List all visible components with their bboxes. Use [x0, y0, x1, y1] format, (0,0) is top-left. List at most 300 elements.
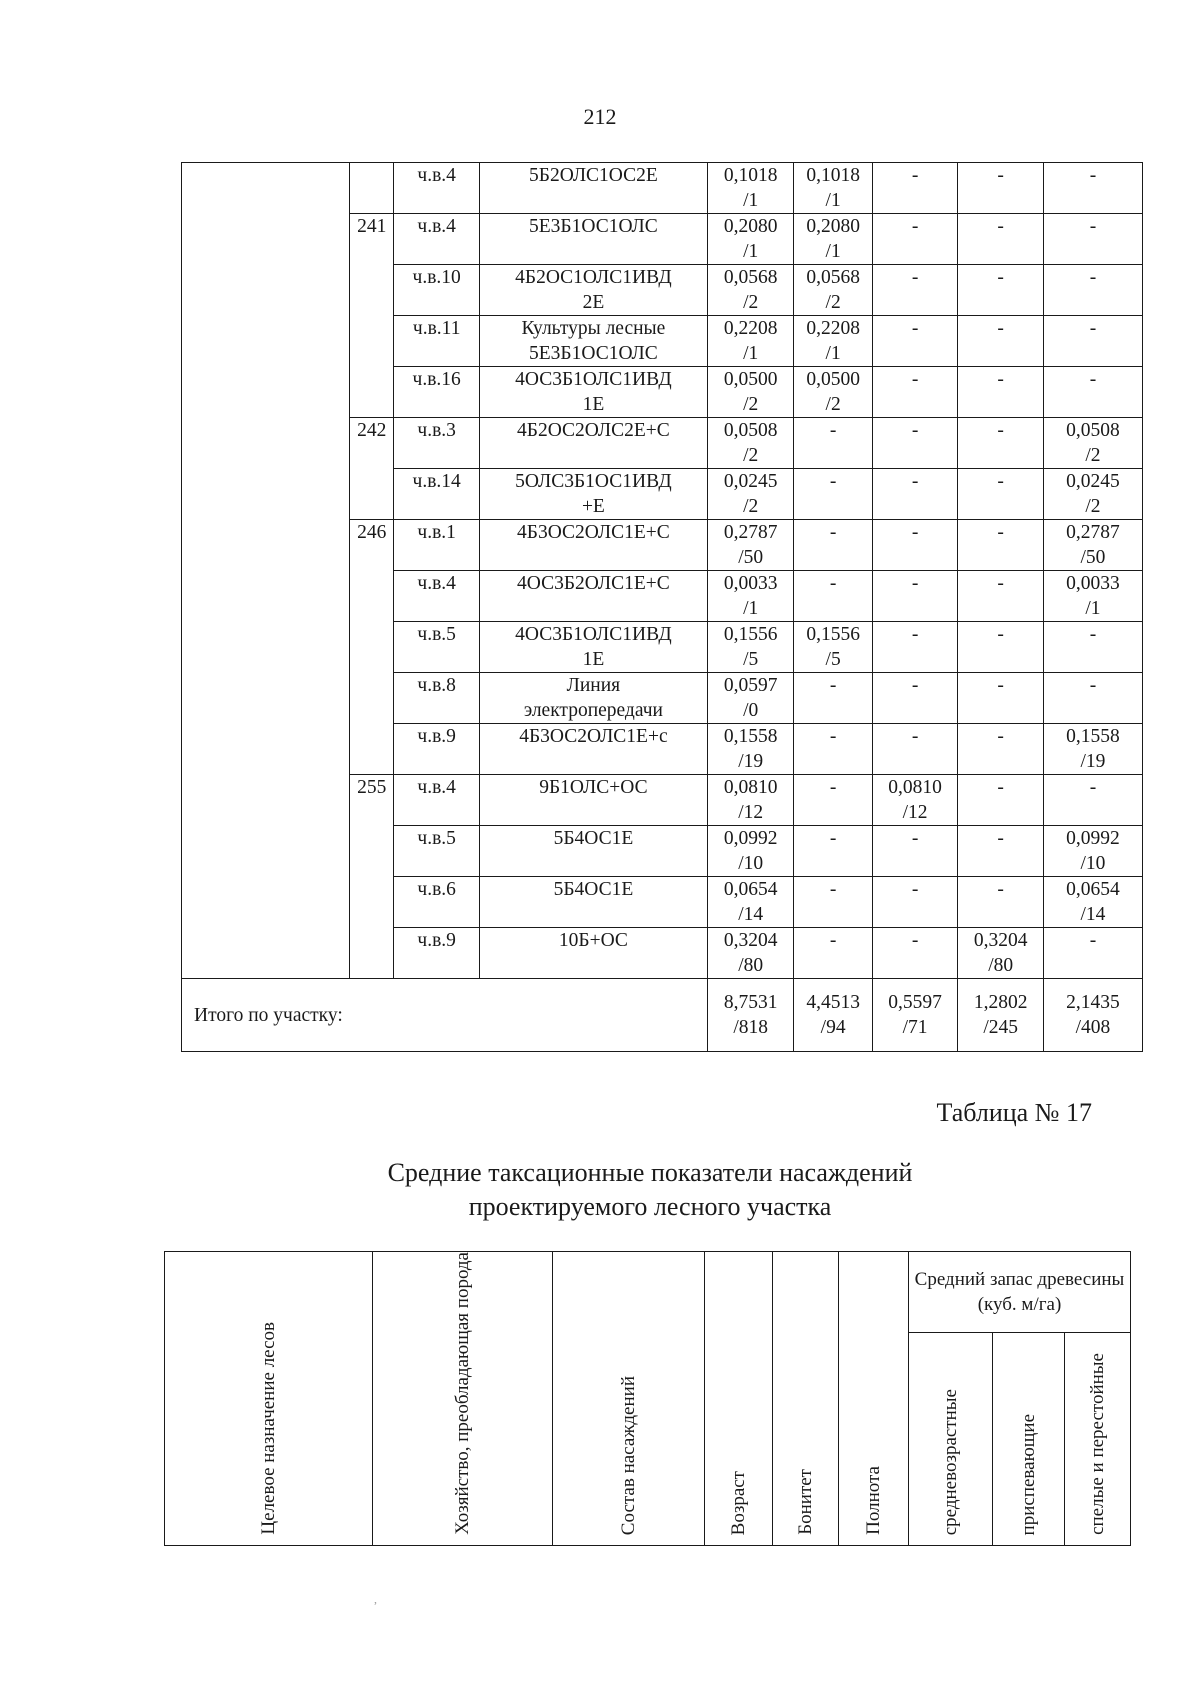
vydel-cell: ч.в.5 — [394, 622, 480, 673]
kvartal-cell: 255 — [350, 775, 394, 979]
area-cell-c2 — [794, 877, 872, 928]
area-cell-c2 — [794, 826, 872, 877]
area-cell-c1 — [707, 469, 794, 520]
area-cell-c4 — [958, 775, 1044, 826]
area-cell-c5 — [1043, 826, 1142, 877]
cell-line-1: - — [997, 267, 1004, 288]
composition-cell — [479, 622, 707, 673]
area-cell-c1 — [707, 163, 794, 214]
heading-line-2: проектируемого лесного участка — [468, 1192, 832, 1221]
area-cell-c3 — [872, 571, 958, 622]
cell-line-2 — [873, 647, 958, 672]
cell-line-1: - — [1089, 675, 1097, 696]
cell-line-1: - — [911, 573, 919, 594]
composition-cell — [479, 163, 707, 214]
cell-line-2: /50 — [1080, 547, 1106, 568]
cell-line-2 — [480, 851, 707, 876]
cell-line-2: 1Е — [582, 649, 605, 670]
composition-cell — [479, 265, 707, 316]
cell-line-2 — [794, 953, 871, 978]
cell-line-1: 0,1018 — [806, 165, 860, 186]
cell-line-1: 4ОС3Б1ОЛС1ИВД — [515, 369, 672, 390]
cell-line-1: 0,1558 — [1066, 726, 1120, 747]
total-label: Итого по участку: — [182, 979, 708, 1052]
cell-line-1: 9Б1ОЛС+ОС — [539, 777, 648, 798]
cell-line-2 — [794, 443, 871, 468]
cell-line-2: /1 — [825, 190, 841, 211]
area-cell-c3 — [872, 367, 958, 418]
vydel-cell: ч.в.4 — [394, 163, 480, 214]
area-cell-c5 — [1043, 214, 1142, 265]
cell-line-1: - — [997, 369, 1004, 390]
cell-line-2 — [958, 392, 1043, 417]
cell-line-1: 0,2208 — [723, 318, 778, 339]
cell-line-1: 0,0810 — [888, 777, 942, 798]
area-cell-c4 — [958, 826, 1044, 877]
cell-line-2 — [958, 545, 1043, 570]
cell-line-1: 0,2080 — [723, 216, 778, 237]
area-cell-c4 — [958, 163, 1044, 214]
area-cell-c4 — [958, 469, 1044, 520]
area-cell-c3 — [872, 673, 958, 724]
area-cell-c5 — [1043, 418, 1142, 469]
cell-line-1: 4,4513 — [806, 992, 860, 1013]
cell-line-1: - — [997, 879, 1004, 900]
vydel-cell: ч.в.14 — [394, 469, 480, 520]
area-cell-c2 — [794, 571, 872, 622]
vydel-cell: ч.в.8 — [394, 673, 480, 724]
cell-line-1: 0,0810 — [723, 777, 778, 798]
area-cell-c1 — [707, 877, 794, 928]
cell-line-2 — [958, 494, 1043, 519]
cell-line-1: 0,3204 — [973, 930, 1028, 951]
kvartal-cell — [350, 163, 394, 214]
cell-line-1: 0,0654 — [723, 879, 778, 900]
cell-line-2: /2 — [825, 394, 841, 415]
cell-line-2: /1 — [825, 343, 841, 364]
cell-line-2 — [480, 188, 707, 213]
cell-line-2 — [480, 239, 707, 264]
area-cell-c2 — [794, 418, 872, 469]
kvartal-cell: 246 — [350, 520, 394, 775]
area-cell-c1 — [707, 214, 794, 265]
area-cell-c2 — [794, 622, 872, 673]
cell-line-1: - — [997, 726, 1004, 747]
vydel-cell: ч.в.4 — [394, 214, 480, 265]
cell-line-1: - — [997, 471, 1004, 492]
cell-line-1: - — [911, 726, 919, 747]
area-cell-c3 — [872, 265, 958, 316]
cell-line-1: - — [1089, 267, 1097, 288]
cell-line-2: /0 — [743, 700, 759, 721]
area-cell-c1 — [707, 724, 794, 775]
cell-line-2 — [480, 800, 707, 825]
area-cell-c5 — [1043, 877, 1142, 928]
area-cell-c3 — [872, 214, 958, 265]
area-cell-c4 — [958, 928, 1044, 979]
vydel-cell: ч.в.10 — [394, 265, 480, 316]
scan-mark: , — [374, 1592, 377, 1606]
cell-line-2 — [794, 596, 871, 621]
cell-line-2 — [958, 749, 1043, 774]
area-cell-c3 — [872, 418, 958, 469]
cell-line-1: 2,1435 — [1066, 992, 1120, 1013]
area-cell-c1 — [707, 316, 794, 367]
cell-line-1: Линия — [566, 675, 621, 696]
area-cell-c1 — [707, 775, 794, 826]
area-cell-c3 — [872, 163, 958, 214]
cell-line-2 — [958, 647, 1043, 672]
cell-line-2 — [958, 698, 1043, 723]
cell-line-2 — [873, 545, 958, 570]
cell-line-2: /1 — [825, 241, 841, 262]
area-cell-c1 — [707, 928, 794, 979]
cell-line-2 — [1044, 647, 1142, 672]
cell-line-1: - — [997, 828, 1004, 849]
composition-cell — [479, 520, 707, 571]
cell-line-2 — [794, 698, 871, 723]
area-cell-c1 — [707, 418, 794, 469]
kvartal-cell: 242 — [350, 418, 394, 520]
cell-line-2: /5 — [825, 649, 841, 670]
vydel-cell: ч.в.4 — [394, 571, 480, 622]
cell-line-1: - — [829, 726, 837, 747]
cell-line-2 — [873, 698, 958, 723]
cell-line-1: 4ОС3Б2ОЛС1Е+С — [517, 573, 670, 594]
cell-line-2 — [480, 902, 707, 927]
area-cell-c5 — [1043, 928, 1142, 979]
taxation-table — [164, 1251, 1131, 1546]
area-cell-c4 — [958, 265, 1044, 316]
cell-line-1: - — [1089, 930, 1097, 951]
cell-line-2: /1 — [743, 241, 759, 262]
total-cell-c3 — [872, 979, 958, 1052]
cell-line-1: 0,3204 — [723, 930, 778, 951]
area-cell-c2 — [794, 673, 872, 724]
composition-cell — [479, 826, 707, 877]
area-cell-c2 — [794, 928, 872, 979]
cell-line-1: - — [997, 624, 1004, 645]
cell-line-2 — [873, 239, 958, 264]
area-cell-c2 — [794, 775, 872, 826]
cell-line-1: - — [911, 216, 919, 237]
cell-line-2 — [958, 239, 1043, 264]
cell-line-2 — [794, 851, 871, 876]
cell-line-2: /1 — [743, 190, 759, 211]
composition-cell — [479, 928, 707, 979]
cell-line-2 — [958, 443, 1043, 468]
area-cell-c5 — [1043, 316, 1142, 367]
cell-line-2: /2 — [743, 445, 759, 466]
cell-line-1: - — [997, 216, 1004, 237]
vydel-cell: ч.в.4 — [394, 775, 480, 826]
cell-line-1: - — [911, 318, 919, 339]
composition-cell — [479, 724, 707, 775]
cell-line-2 — [873, 188, 958, 213]
cell-line-1: 0,1556 — [723, 624, 778, 645]
area-cell-c3 — [872, 724, 958, 775]
area-cell-c1 — [707, 622, 794, 673]
cell-line-2: /94 — [820, 1017, 846, 1038]
kvartal-cell: 241 — [350, 214, 394, 418]
cell-line-1: - — [997, 573, 1004, 594]
cell-line-2: 1Е — [582, 394, 605, 415]
heading-line-1: Средние таксационные показатели насаждений — [387, 1158, 913, 1187]
area-cell-c4 — [958, 367, 1044, 418]
cell-line-1: 0,0568 — [723, 267, 778, 288]
area-cell-c4 — [958, 571, 1044, 622]
cell-line-2: 2Е — [582, 292, 605, 313]
cell-line-1: 1,2802 — [973, 992, 1028, 1013]
cell-line-1: 0,0508 — [1066, 420, 1120, 441]
cell-line-1: 0,2208 — [806, 318, 860, 339]
cell-line-1: 0,1556 — [806, 624, 860, 645]
cell-line-1: - — [1089, 165, 1097, 186]
header-stock-group: Средний запас древесины (куб. м/га) — [909, 1252, 1131, 1333]
composition-cell — [479, 571, 707, 622]
cell-line-2: /19 — [1080, 751, 1106, 772]
cell-line-2: /2 — [1085, 445, 1101, 466]
area-cell-c5 — [1043, 622, 1142, 673]
cell-line-1: - — [911, 879, 919, 900]
cell-line-1: 0,0245 — [723, 471, 778, 492]
area-cell-c3 — [872, 826, 958, 877]
cell-line-2 — [873, 902, 958, 927]
area-cell-c3 — [872, 469, 958, 520]
cell-line-2 — [1044, 290, 1142, 315]
cell-line-2 — [873, 749, 958, 774]
cell-line-1: - — [997, 675, 1004, 696]
cell-line-2 — [794, 800, 871, 825]
cell-line-2 — [1044, 698, 1142, 723]
cell-line-2: /1 — [743, 343, 759, 364]
cell-line-2 — [794, 902, 871, 927]
area-cell-c4 — [958, 418, 1044, 469]
total-cell-c1 — [707, 979, 794, 1052]
cell-line-2 — [794, 494, 871, 519]
cell-line-2: /5 — [743, 649, 759, 670]
cell-line-1: 8,7531 — [723, 992, 778, 1013]
cell-line-2: /19 — [738, 751, 764, 772]
area-cell-c4 — [958, 673, 1044, 724]
cell-line-2 — [1044, 392, 1142, 417]
header-age: Возраст — [705, 1252, 773, 1546]
area-cell-c5 — [1043, 265, 1142, 316]
cell-line-1: 0,2787 — [1066, 522, 1120, 543]
cell-line-2 — [958, 290, 1043, 315]
page-number: 212 — [583, 104, 617, 129]
area-cell-c1 — [707, 520, 794, 571]
area-cell-c3 — [872, 316, 958, 367]
cell-line-1: 5Б4ОС1Е — [553, 879, 634, 900]
area-cell-c5 — [1043, 775, 1142, 826]
area-cell-c4 — [958, 724, 1044, 775]
felling-table — [181, 162, 1143, 1052]
vydel-cell: ч.в.11 — [394, 316, 480, 367]
header-mature: спелые и перестойные — [1065, 1333, 1131, 1546]
area-cell-c2 — [794, 214, 872, 265]
composition-cell — [479, 316, 707, 367]
cell-line-2 — [958, 188, 1043, 213]
cell-line-2: /408 — [1075, 1017, 1111, 1038]
cell-line-1: 0,0033 — [1066, 573, 1120, 594]
area-cell-c1 — [707, 367, 794, 418]
cell-line-2 — [873, 341, 958, 366]
cell-line-2 — [480, 749, 707, 774]
cell-line-1: 10Б+ОС — [558, 930, 628, 951]
cell-line-2: электропередачи — [523, 700, 663, 721]
cell-line-2: /80 — [988, 955, 1014, 976]
header-density: Полнота — [839, 1252, 909, 1546]
composition-cell — [479, 367, 707, 418]
area-cell-c3 — [872, 622, 958, 673]
cell-line-1: - — [1089, 216, 1097, 237]
cell-line-1: - — [829, 675, 837, 696]
cell-line-2: /1 — [743, 598, 759, 619]
cell-line-1: - — [1089, 318, 1097, 339]
area-cell-c1 — [707, 571, 794, 622]
cell-line-1: 0,0508 — [723, 420, 778, 441]
vydel-cell: ч.в.16 — [394, 367, 480, 418]
cell-line-1: 0,0245 — [1066, 471, 1120, 492]
vydel-cell: ч.в.3 — [394, 418, 480, 469]
table-heading — [180, 1156, 1120, 1224]
cell-line-1: - — [1089, 624, 1097, 645]
area-cell-c5 — [1043, 724, 1142, 775]
cell-line-2: /71 — [902, 1017, 928, 1038]
area-cell-c1 — [707, 673, 794, 724]
cell-line-1: 0,1018 — [723, 165, 778, 186]
cell-line-1: 0,0992 — [1066, 828, 1120, 849]
cell-line-1: 0,0033 — [723, 573, 778, 594]
cell-line-1: - — [829, 573, 837, 594]
cell-line-1: - — [829, 777, 837, 798]
cell-line-1: - — [911, 675, 919, 696]
total-cell-c2 — [794, 979, 872, 1052]
cell-line-2 — [873, 851, 958, 876]
cell-line-2: /818 — [733, 1017, 768, 1038]
cell-line-1: 0,0597 — [723, 675, 778, 696]
cell-line-2 — [1044, 800, 1142, 825]
composition-cell — [479, 469, 707, 520]
cell-line-1: - — [829, 828, 837, 849]
cell-line-1: 4Б2ОС1ОЛС1ИВД — [515, 267, 672, 288]
cell-line-1: 5ОЛС3Б1ОС1ИВД — [515, 471, 672, 492]
area-cell-c5 — [1043, 367, 1142, 418]
area-cell-c5 — [1043, 571, 1142, 622]
cell-line-2 — [1044, 953, 1142, 978]
cell-line-2: /50 — [738, 547, 764, 568]
vydel-cell: ч.в.5 — [394, 826, 480, 877]
cell-line-2: /245 — [983, 1017, 1019, 1038]
cell-line-1: - — [911, 369, 919, 390]
area-cell-c1 — [707, 826, 794, 877]
cell-line-1: 0,2080 — [806, 216, 860, 237]
cell-line-1: - — [911, 165, 919, 186]
area-cell-c2 — [794, 367, 872, 418]
cell-line-1: 0,5597 — [888, 992, 942, 1013]
area-cell-c3 — [872, 520, 958, 571]
cell-line-1: 0,0568 — [806, 267, 860, 288]
cell-line-2 — [958, 800, 1043, 825]
cell-line-2 — [480, 953, 707, 978]
cell-line-2: /14 — [738, 904, 764, 925]
area-cell-c3 — [872, 877, 958, 928]
area-cell-c1 — [707, 265, 794, 316]
cell-line-1: 0,0500 — [723, 369, 778, 390]
vydel-cell: ч.в.1 — [394, 520, 480, 571]
area-cell-c4 — [958, 622, 1044, 673]
cell-line-1: 4Б2ОС2ОЛС2Е+С — [517, 420, 670, 441]
cell-line-1: - — [1089, 369, 1097, 390]
area-cell-c2 — [794, 724, 872, 775]
cell-line-1: - — [829, 471, 837, 492]
cell-line-2 — [1044, 188, 1142, 213]
cell-line-1: - — [911, 420, 919, 441]
cell-line-1: - — [829, 522, 837, 543]
cell-line-1: 0,0500 — [806, 369, 860, 390]
composition-cell — [479, 673, 707, 724]
header-maturing: приспевающие — [993, 1333, 1065, 1546]
area-cell-c5 — [1043, 163, 1142, 214]
cell-line-1: - — [997, 522, 1004, 543]
area-cell-c2 — [794, 469, 872, 520]
cell-line-2 — [1044, 341, 1142, 366]
cell-line-2: /2 — [743, 496, 759, 517]
cell-line-1: 0,1558 — [723, 726, 778, 747]
area-cell-c2 — [794, 520, 872, 571]
cell-line-2: /12 — [902, 802, 928, 823]
cell-line-1: - — [829, 930, 837, 951]
cell-line-1: - — [1089, 777, 1097, 798]
area-cell-c2 — [794, 265, 872, 316]
area-cell-c2 — [794, 163, 872, 214]
cell-line-2 — [480, 596, 707, 621]
cell-line-2 — [958, 902, 1043, 927]
cell-line-1: - — [911, 471, 919, 492]
area-cell-c5 — [1043, 673, 1142, 724]
left-blank-column — [182, 163, 350, 979]
cell-line-2: /14 — [1080, 904, 1106, 925]
cell-line-2: /10 — [738, 853, 764, 874]
cell-line-2: /80 — [738, 955, 764, 976]
cell-line-1: Культуры лесные — [521, 318, 666, 339]
cell-line-1: - — [829, 879, 837, 900]
cell-line-2 — [873, 953, 958, 978]
cell-line-1: - — [911, 522, 919, 543]
total-cell-c4 — [958, 979, 1044, 1052]
cell-line-2: /1 — [1085, 598, 1101, 619]
cell-line-1: 5Е3Б1ОС1ОЛС — [529, 216, 658, 237]
cell-line-2 — [958, 341, 1043, 366]
vydel-cell: ч.в.6 — [394, 877, 480, 928]
cell-line-1: - — [997, 420, 1004, 441]
area-cell-c2 — [794, 316, 872, 367]
cell-line-2 — [480, 545, 707, 570]
cell-line-1: 0,0992 — [723, 828, 778, 849]
cell-line-1: 0,0654 — [1066, 879, 1120, 900]
area-cell-c4 — [958, 316, 1044, 367]
cell-line-2 — [958, 851, 1043, 876]
cell-line-1: 4ОС3Б1ОЛС1ИВД — [515, 624, 672, 645]
table-label: Таблица № 17 — [936, 1098, 1092, 1127]
cell-line-2 — [873, 443, 958, 468]
cell-line-1: - — [911, 624, 919, 645]
cell-line-1: - — [829, 420, 837, 441]
cell-line-2: /2 — [743, 394, 759, 415]
header-purpose: Целевое назначение лесов — [165, 1252, 373, 1546]
cell-line-2 — [958, 596, 1043, 621]
